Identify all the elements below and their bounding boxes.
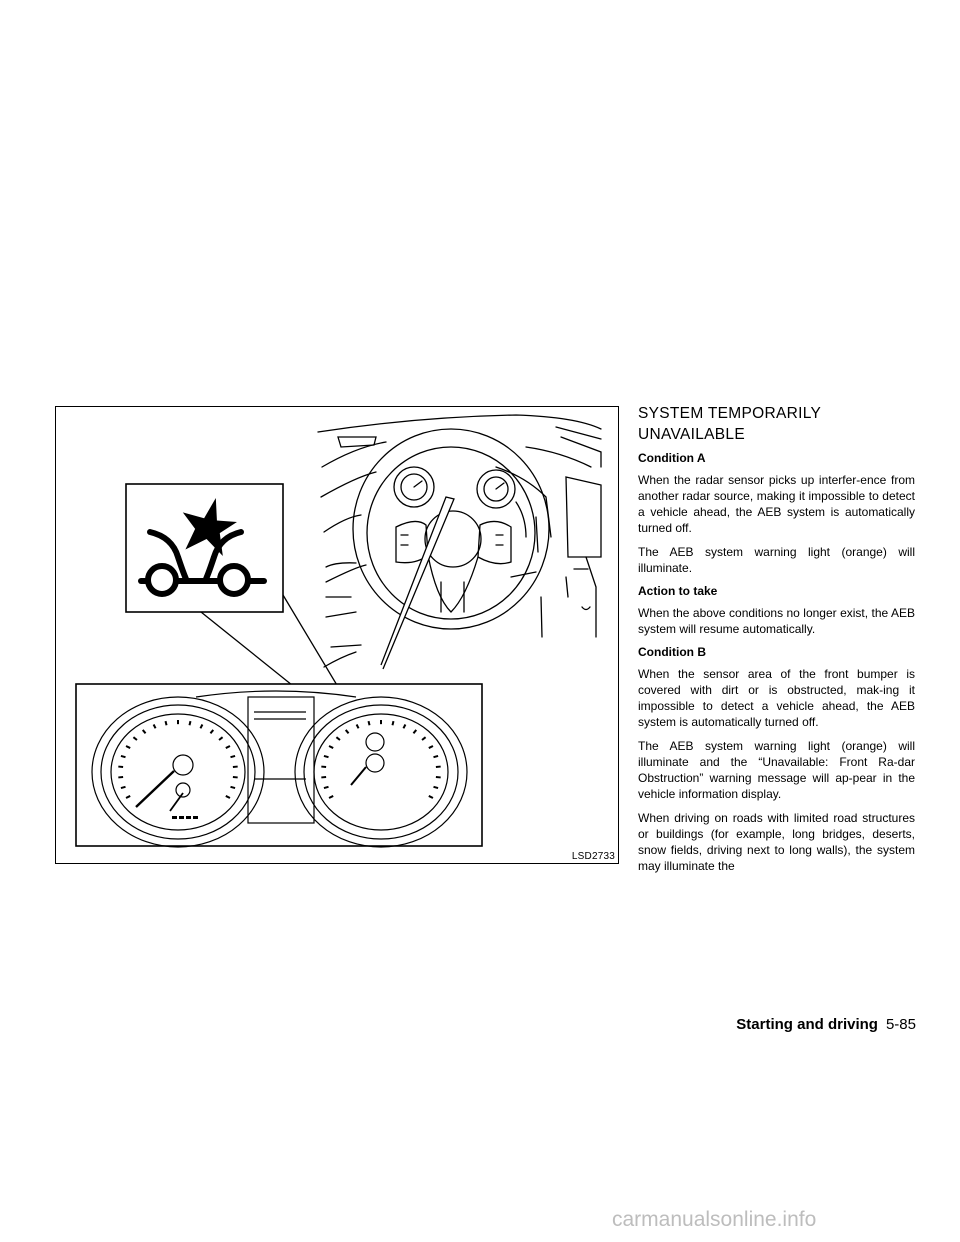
dashboard-drawing xyxy=(56,407,620,865)
section-title-line2: UNAVAILABLE xyxy=(638,426,745,443)
cluster-callout xyxy=(76,684,482,846)
condition-a-paragraph-2: The AEB system warning light (orange) will illuminate. xyxy=(638,545,915,575)
condition-b-paragraph-3: When driving on roads with limited road structures or buildings (for example, long bridges, deserts, snow fields, driving next to long walls), the system may illuminate the xyxy=(638,811,915,873)
gauge-tick xyxy=(166,721,167,725)
section-title xyxy=(638,403,915,445)
gauge-tick xyxy=(324,787,329,788)
condition-b-paragraph-2: The AEB system warning light (orange) will illuminate and the “Unavailable: Front Ra-dar Obstruction” warning message will ap-pear in the vehicle information display. xyxy=(638,739,915,801)
gauge-tick xyxy=(324,756,329,757)
figure-code: LSD2733 xyxy=(571,851,615,862)
gauge-tick xyxy=(369,721,370,725)
warning-light-callout xyxy=(126,484,283,612)
article-column xyxy=(638,403,915,882)
section-title-line1: SYSTEM TEMPORARILY xyxy=(638,405,822,422)
condition-a-paragraph-1: When the radar sensor picks up interfer-ence from another radar source, making it impossible to detect a vehicle ahead, the AEB system is automatically turned off. xyxy=(638,473,915,535)
action-heading: Action to take xyxy=(638,584,718,598)
footer-section-name: Starting and driving xyxy=(736,1016,878,1033)
gauge-tick xyxy=(121,787,126,788)
gauge-tick xyxy=(433,787,438,788)
watermark: carmanualsonline.info xyxy=(612,1208,817,1231)
gauge-tick xyxy=(230,787,235,788)
gauge-tick xyxy=(121,756,126,757)
condition-b-paragraph-1: When the sensor area of the front bumper is covered with dirt or is obstructed, mak-ing it impossible to detect a vehicle ahead, the AEB system is automatically turned off. xyxy=(638,667,915,729)
condition-b-heading: Condition B xyxy=(638,645,706,659)
gauge-tick xyxy=(230,756,235,757)
gauge-tick xyxy=(392,721,393,725)
action-paragraph: When the above conditions no longer exist, the AEB system will resume automatically. xyxy=(638,606,915,636)
aeb-illustration xyxy=(55,406,619,864)
page-footer xyxy=(706,1016,916,1033)
condition-a-heading: Condition A xyxy=(638,451,706,465)
gauge-tick xyxy=(189,721,190,725)
gauge-tick xyxy=(433,756,438,757)
page-number: 5-85 xyxy=(885,1016,916,1033)
